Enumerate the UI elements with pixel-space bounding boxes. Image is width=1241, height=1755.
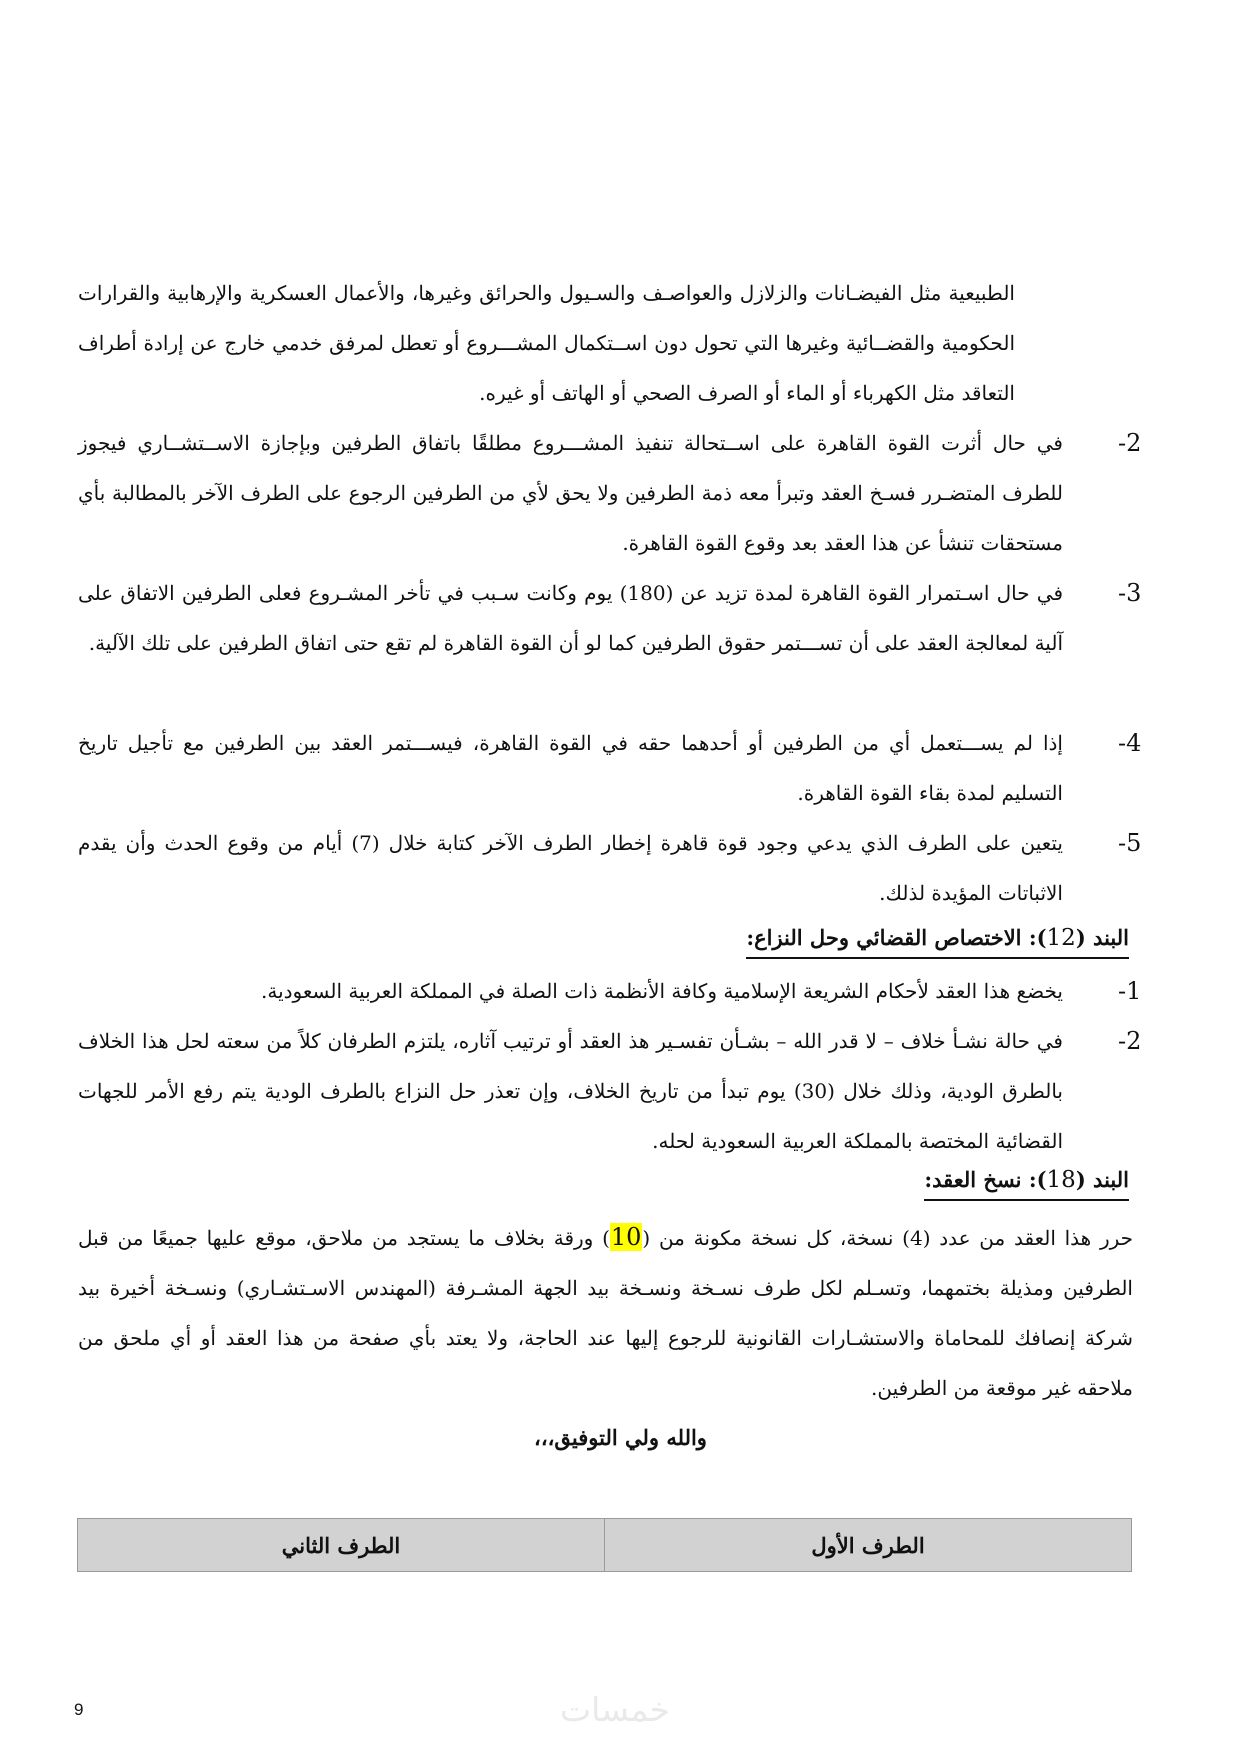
item-number: -2	[1118, 1027, 1142, 1055]
item-number: -2	[1118, 429, 1142, 457]
signature-table	[77, 1518, 1132, 1572]
item-text: في حال اسـتمرار القوة القاهرة لمدة تزيد عن (180) يوم وكانت سـبب في تأخر المشـروع فعلى الطرفين الاتفاق على آلية لمعالجة العقد على أن تســـتمر حقوق الطرفين كما لو أن القوة القاهرة لم تقع حتى اتفاق الطرفين على تلك الآلية.	[78, 581, 1063, 655]
second-party-cell: الطرف الثاني	[78, 1519, 605, 1572]
clause-18-paragraph: حرر هذا العقد من عدد (4) نسخة، كل نسخة مكونة من (10) ورقة بخلاف ما يستجد من ملاحق، موقع عليها جميعًا من قبل الطرفين ومذيلة بختمهما، وتسـلم لكل طرف نسـخة ونسـخة بيد الجهة المشـرفة (المهندس الاسـتشـاري) ونسـخة أخيرة بيد شركة إنصافك للمحاماة والاستشـارات القانونية للرجوع إليها عند الحاجة، ولا يعتد بأي صفحة من هذا العقد أو أي ملحق من ملاحقه غير موقعة من الطرفين.	[78, 1223, 1133, 1400]
item-number: -5	[1118, 829, 1142, 857]
item-text: يخضع هذا العقد لأحكام الشريعة الإسلامية وكافة الأنظمة ذات الصلة في المملكة العربية السعودية.	[261, 979, 1063, 1003]
clause-number: 12	[1046, 925, 1076, 951]
item-text: في حال أثرت القوة القاهرة على اســتحالة تنفيذ المشـــروع مطلقًا باتفاق الطرفين وبإجازة الاســتشــاري فيجوز للطرف المتضـرر فسـخ العقد وتبرأ معه ذمة الطرفين ولا يحق لأي من الطرفين الرجوع على الطرف الآخر بالمطالبة بأي مستحقات تنشأ عن هذا العقد بعد وقوع القوة القاهرة.	[78, 431, 1063, 555]
watermark: خمسات	[560, 1690, 671, 1729]
item-text: يتعين على الطرف الذي يدعي وجود قوة قاهرة إخطار الطرف الآخر كتابة خلال (7) أيام من وقوع الحدث وأن يقدم الاثباتات المؤيدة لذلك.	[78, 831, 1063, 905]
highlighted-page-count: 10	[610, 1223, 642, 1251]
clause-18-heading: البند (18): نسخ العقد:	[924, 1162, 1129, 1201]
signature-header-row	[78, 1519, 1132, 1572]
intro-paragraph: الطبيعية مثل الفيضـانات والزلازل والعواصـف والسـيول والحرائق وغيرها، والأعمال العسكرية والإرهابية والقرارات الحكومية والقضــائية وغيرها التي تحول دون اســتكمال المشـــروع أو تعطل لمرفق خدمي خارج عن إرادة أطراف التعاقد مثل الكهرباء أو الماء أو الصرف الصحي أو الهاتف أو غيره.	[78, 281, 1015, 405]
first-party-cell: الطرف الأول	[605, 1519, 1132, 1572]
clause-12-heading: البند (12): الاختصاص القضائي وحل النزاع:	[746, 920, 1129, 959]
item-number: -4	[1118, 729, 1142, 757]
clause-number: 18	[1046, 1167, 1076, 1193]
page-number: 9	[74, 1700, 84, 1719]
item-number: -1	[1118, 977, 1142, 1005]
item-text: إذا لم يســـتعمل أي من الطرفين أو أحدهما حقه في القوة القاهرة، فيســـتمر العقد بين الطرفين مع تأجيل تاريخ التسليم لمدة بقاء القوة القاهرة.	[78, 731, 1063, 805]
closing-phrase: والله ولي التوفيق،،،	[534, 1425, 707, 1450]
item-number: -3	[1118, 579, 1142, 607]
item-text: في حالة نشـأ خلاف – لا قدر الله – بشـأن تفسـير هذ العقد أو ترتيب آثاره، يلتزم الطرفان كلاً من سعته لحل هذا الخلاف بالطرق الودية، وذلك خلال (30) يوم تبدأ من تاريخ الخلاف، وإن تعذر حل النزاع بالطرف الودية يتم رفع الأمر للجهات القضائية المختصة بالمملكة العربية السعودية لحله.	[78, 1029, 1063, 1153]
